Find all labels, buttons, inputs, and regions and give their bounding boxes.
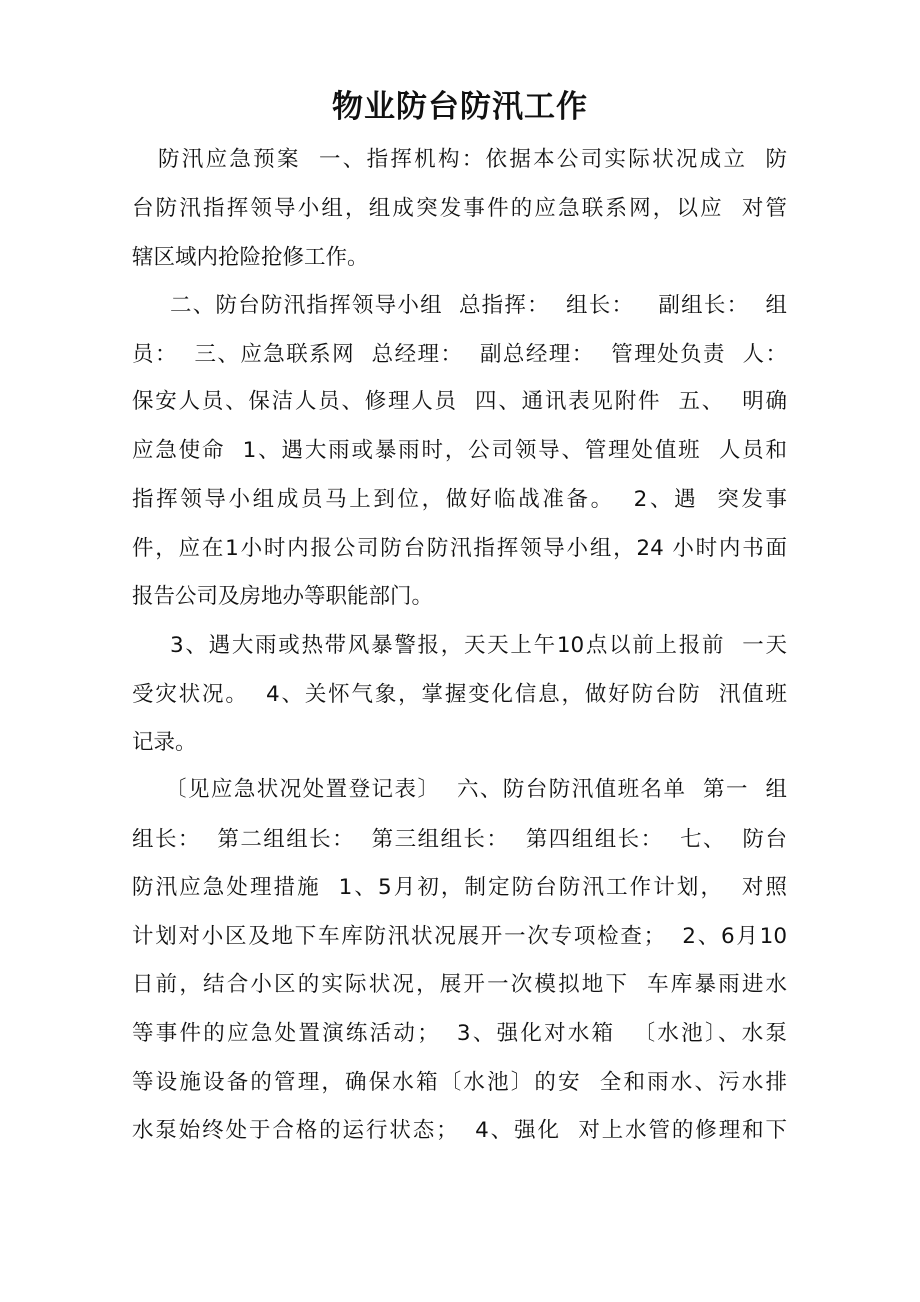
paragraph-1-line-1: 防汛应急预案 一、指挥机构：依据本公司实际状况成立 防 — [158, 147, 787, 172]
paragraph-4-line-6: 等事件的应急处置演练活动； 3、强化对水箱 〔水池〕、水泵 — [132, 1021, 787, 1046]
paragraph-1-line-3: 辖区域内抢险抢修工作。 — [132, 245, 369, 270]
paragraph-4-line-1: 〔见应急状况处置登记表〕 六、防台防汛值班名单 第一 组 — [165, 777, 787, 802]
document-title: 物业防台防汛工作 — [332, 89, 588, 125]
paragraph-4-line-3: 防汛应急处理措施 1、5月初，制定防台防汛工作计划， 对照 — [132, 875, 787, 900]
paragraph-2-line-5: 指挥领导小组成员马上到位，做好临战准备。 2、遇 突发事 — [132, 487, 787, 512]
paragraph-4-line-5: 日前，结合小区的实际状况，展开一次模拟地下 车库暴雨进水 — [132, 972, 787, 997]
paragraph-2-line-6: 件，应在1小时内报公司防台防汛指挥领导小组，24 小时内书面 — [132, 536, 787, 561]
paragraph-4-line-4: 计划对小区及地下车库防汛状况展开一次专项检查； 2、6月10 — [132, 924, 787, 949]
paragraph-2-line-7: 报告公司及房地办等职能部门。 — [132, 584, 434, 609]
paragraph-3-line-2: 受灾状况。 4、关怀气象，掌握变化信息，做好防台防 汛值班 — [132, 682, 787, 707]
paragraph-4-line-8: 水泵始终处于合格的运行状态； 4、强化 对上水管的修理和下 — [132, 1118, 787, 1143]
paragraph-4-line-7: 等设施设备的管理，确保水箱〔水池〕的安 全和雨水、污水排 — [132, 1070, 787, 1095]
paragraph-2-line-4: 应急使命 1、遇大雨或暴雨时，公司领导、管理处值班 人员和 — [132, 438, 787, 463]
paragraph-2-line-1: 二、防台防汛指挥领导小组 总指挥： 组长： 副组长： 组 — [170, 293, 787, 318]
paragraph-1-line-2: 台防汛指挥领导小组，组成突发事件的应急联系网，以应 对管 — [132, 196, 787, 221]
paragraph-4-line-2: 组长： 第二组组长： 第三组组长： 第四组组长： 七、 防台 — [132, 827, 787, 852]
paragraph-3-line-3: 记录。 — [132, 730, 197, 755]
paragraph-3-line-1: 3、遇大雨或热带风暴警报，天天上午10点以前上报前 一天 — [170, 633, 787, 658]
paragraph-2-line-3: 保安人员、保洁人员、修理人员 四、通讯表见附件 五、 明确 — [132, 389, 787, 414]
paragraph-2-line-2: 员： 三、应急联系网 总经理： 副总经理： 管理处负责 人： — [132, 342, 787, 367]
